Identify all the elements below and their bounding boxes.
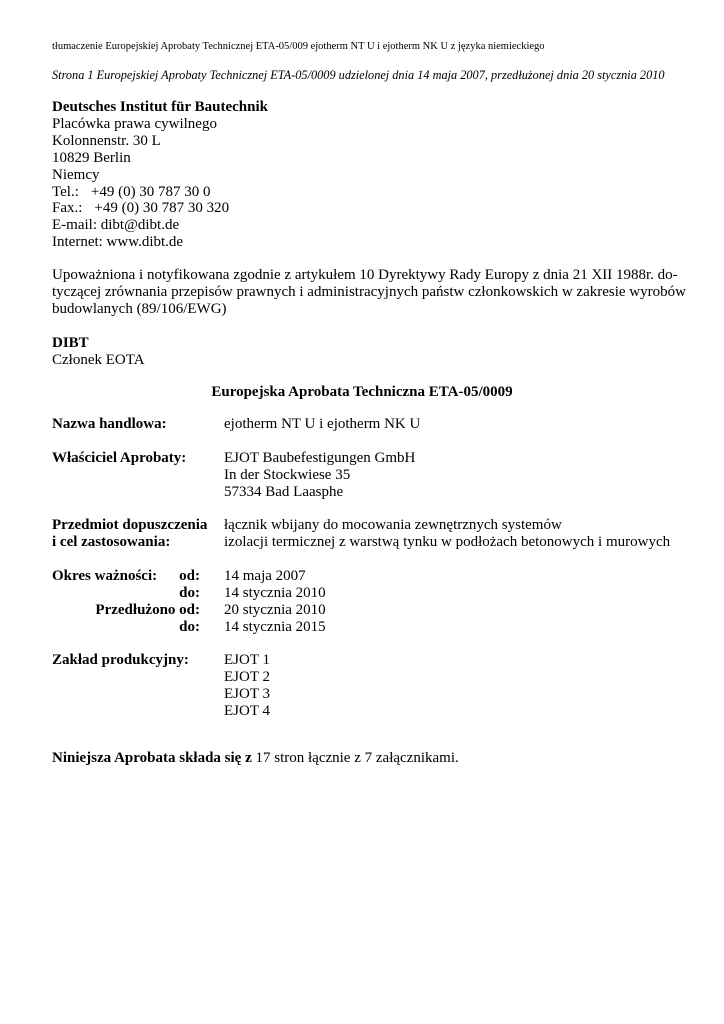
- holder-label: Właściciel Aprobaty:: [52, 450, 187, 466]
- dibt-abbr: DIBT: [52, 335, 89, 351]
- page-header: Strona 1 Europejskiej Aprobaty Technicznej ETA-05/0009 udzielonej dnia 14 maja 2007, przedłużonej dnia 20 stycznia 2010: [52, 68, 665, 82]
- page-count-rest: 17 stron łącznie z 7 załącznikami.: [251, 750, 459, 766]
- plant-item: EJOT 1: [224, 652, 270, 668]
- eota-member: Członek EOTA: [52, 351, 145, 368]
- translator-note: tłumaczenie Europejskiej Aprobaty Technicznej ETA-05/009 ejotherm NT U i ejotherm NK U z języka niemieckiego: [52, 41, 545, 52]
- fax-value: +49 (0) 30 787 30 320: [94, 200, 230, 217]
- approval-title: Europejska Aprobata Techniczna ETA-05/0009: [211, 384, 513, 400]
- authorization-line-1: Upoważniona i notyfikowana zgodnie z artykułem 10 Dyrektywy Rady Europy z dnia 21 XII 1988r. do-: [52, 267, 678, 283]
- institute-street: Kolonnenstr. 30 L: [52, 132, 161, 149]
- internet: Internet: www.dibt.de: [52, 234, 184, 251]
- trade-name-value: ejotherm NT U i ejotherm NK U: [224, 416, 421, 432]
- telephone: [52, 184, 268, 201]
- page-count-statement: [52, 750, 459, 767]
- institute-name: Deutsches Institut für Bautechnik: [52, 99, 268, 115]
- extended-to-label: do:: [179, 619, 200, 635]
- validity-from: 14 maja 2007: [224, 568, 306, 584]
- fax-label: Fax.:: [52, 200, 83, 217]
- validity-label: Okres ważności:: [52, 568, 158, 584]
- plant-item: EJOT 2: [224, 668, 270, 685]
- membership: [52, 335, 145, 369]
- plant-item: EJOT 3: [224, 685, 270, 702]
- extended-to: 14 stycznia 2015: [224, 619, 326, 635]
- holder-line: 57334 Bad Laasphe: [224, 483, 344, 500]
- email: E-mail: dibt@dibt.de: [52, 217, 180, 234]
- subject-label-line: Przedmiot dopuszczenia: [52, 517, 208, 533]
- holder-line: In der Stockwiese 35: [224, 466, 351, 483]
- subject-value-line: izolacji termicznej z warstwą tynku w podłożach betonowych i murowych: [224, 533, 671, 550]
- authorization-paragraph: [52, 267, 686, 318]
- extended-from: 20 stycznia 2010: [224, 602, 326, 618]
- institute-address: [52, 99, 268, 251]
- subject-value-line: łącznik wbijany do mocowania zewnętrznych systemów: [224, 517, 562, 533]
- institute-type: Placówka prawa cywilnego: [52, 115, 217, 132]
- institute-country: Niemcy: [52, 166, 100, 183]
- plant-label: Zakład produkcyjny:: [52, 652, 189, 668]
- validity-to: 14 stycznia 2010: [224, 585, 326, 601]
- plant-list: [224, 652, 270, 720]
- tel-label: Tel.:: [52, 183, 79, 200]
- subject-label-line: i cel zastosowania:: [52, 533, 171, 550]
- institute-city: 10829 Berlin: [52, 149, 131, 166]
- subject-value: [224, 517, 670, 551]
- authorization-line-3: budowlanych (89/106/EWG): [52, 300, 227, 317]
- page-count-bold: Niniejsza Aprobata składa się z: [52, 750, 252, 766]
- extended-from-label: Przedłużono od:: [95, 602, 200, 618]
- trade-name-label: Nazwa handlowa:: [52, 416, 167, 432]
- holder-line: EJOT Baubefestigungen GmbH: [224, 450, 416, 466]
- validity-to-label: do:: [179, 585, 200, 601]
- authorization-line-2: tyczącej zrównania przepisów prawnych i administracyjnych państw członkowskich w zakresie wyrobów: [52, 283, 686, 300]
- fax: [52, 200, 268, 217]
- tel-value: +49 (0) 30 787 30 0: [90, 183, 211, 200]
- validity-from-label: od:: [179, 568, 200, 584]
- holder-address: [224, 450, 415, 501]
- subject-label: [52, 517, 207, 551]
- plant-item: EJOT 4: [224, 702, 270, 719]
